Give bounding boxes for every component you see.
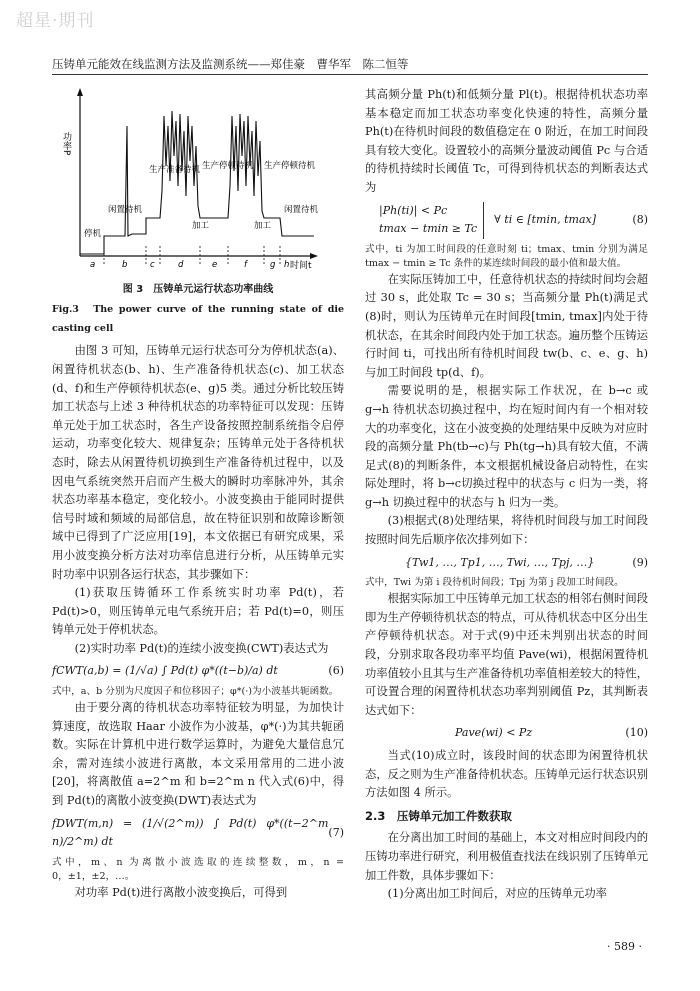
segment-h: h xyxy=(284,260,290,270)
equation-7-body: fDWT(m,n) = (1/√(2^m)) ∫ Pd(t) φ*((t−2^m n)/2^m) dt xyxy=(52,816,329,849)
note-6: 式中，a、b 分别为尺度因子和位移因子；φ*(·)为小波基共轭函数。 xyxy=(52,686,339,698)
figure-caption-cn: 图 3 压铸单元运行状态功率曲线 xyxy=(122,283,274,295)
figure-3 xyxy=(52,86,344,338)
state-label-c: 生产准备待机 xyxy=(149,165,201,175)
equation-7-number: (7) xyxy=(328,825,344,839)
equation-6 xyxy=(52,662,344,681)
watermark: 超星·期刊 xyxy=(16,11,95,31)
equation-10-number: (10) xyxy=(625,726,648,740)
equation-9-body: {Tw1, …, Tp1, …, Twi, …, Tpj, …} xyxy=(405,555,595,569)
segment-d: d xyxy=(178,260,184,270)
x-axis-arrow xyxy=(310,253,318,259)
left-column xyxy=(52,86,344,902)
state-label-a: 停机 xyxy=(84,229,102,239)
equation-9 xyxy=(365,554,648,573)
state-label-b: 闲置待机 xyxy=(108,205,143,215)
equation-9-number: (9) xyxy=(632,555,648,569)
left-paragraph-3: (2)实时功率 Pd(t)的连续小波变换(CWT)表达式为 xyxy=(74,641,329,655)
equation-6-body: fCWT(a,b) = (1/√a) ∫ Pd(t) φ*((t−b)/a) dt xyxy=(52,664,278,678)
right-column xyxy=(365,86,648,904)
figure-caption-en: Fig.3 The power curve of the running state of die casting cell xyxy=(52,304,344,334)
equation-8-number: (8) xyxy=(632,212,648,226)
equation-8 xyxy=(365,202,648,239)
equation-7 xyxy=(52,815,344,852)
y-axis-arrow xyxy=(77,88,83,96)
right-paragraph-5: 根据实际加工中压铸单元加工状态的相邻右侧时间段即为生产停顿待机状态的特点，可从待机状态中区分出生产停顿待机状态。对于式(9)中还未判别出状态的时间段，分别求取各段功率平均值 Pave(wi)，根据闲置待机功率值较小且其与生产准备待机功率值相差较大的特性，可设置合理的闲置待机状态功率判别阈值 Pz，其判断表达式如下： xyxy=(365,592,648,717)
equation-10-body: Pave(wi) < Pz xyxy=(455,726,533,740)
x-axis-label: 时间t xyxy=(290,261,312,271)
state-label-e: 生产停顿待机 xyxy=(202,161,254,171)
segment-e: e xyxy=(212,260,218,270)
segment-b: b xyxy=(122,260,128,270)
segment-a: a xyxy=(90,260,96,270)
power-curve-figure xyxy=(52,86,344,272)
segment-g: g xyxy=(270,260,276,270)
note-7: 式中，m、n 为离散小波选取的连续整数，m，n = 0，±1，±2，…。 xyxy=(52,856,344,882)
section-heading-2-3: 2.3 压铸单元加工件数获取 xyxy=(365,808,512,823)
right-paragraph-4: (3)根据式(8)处理结果，将待机时间段与加工时间段按照时间先后顺序依次排列如下： xyxy=(365,514,648,547)
note-8: 式中，ti 为加工时间段的任意时刻 ti；tmax、tmin 分别为满足 tmax − tmin ≥ Tc 条件的某连续时间段的最小值和最大值。 xyxy=(365,243,648,269)
left-paragraph-1: 由图 3 可知，压铸单元运行状态可分为停机状态(a)、闲置待机状态(b、h)、生产准备待机状态(c)、加工状态(d、f)和生产停顿待机状态(e、g)5 类。通过分析比较压铸加工状态与上述 3 种待机状态的功率特征可以发现：压铸单元处于加工状态时，各生产设备按照控制系统指令启停运动，功率变化较大、规律复杂；压铸单元处于各待机状态时，除去从闲置待机切换到生产准备待机过程中，以及因电气系统突然开启而产生极大的瞬时功率脉冲外，其余状态功率基本稳定，变化较小。小波变换由于能同时提供信号时域和频域的局部信息，故在特征识别和故障诊断领域中已得到了广泛应用[19]，本文依据已有研究成果，采用小波变换分析方法对功率信息进行分析，从压铸单元实时功率中识别各运行状态，其步骤如下： xyxy=(52,344,344,581)
left-paragraph-4: 由于要分离的待机状态功率特征较为明显，为加快计算速度，故选取 Haar 小波作为小波基，φ*(·)为其共轭函数。实际在计算机中进行数学运算时，为避免大量信息冗余，需对连续小波进行离散，本文采用常用的二进小波[20]，将离散值 a=2^m 和 b=2^m n 代入式(6)中，得到 Pd(t)的离散小波变换(DWT)表达式为 xyxy=(52,701,344,808)
power-curve xyxy=(80,111,314,254)
right-paragraph-6: 当式(10)成立时，该段时间的状态即为闲置待机状态，反之则为生产准备待机状态。压铸单元运行状态识别方法如图 4 所示。 xyxy=(365,749,648,800)
state-label-f: 加工 xyxy=(254,221,272,231)
left-paragraph-5: 对功率 Pd(t)进行离散小波变换后，可得到 xyxy=(74,885,288,899)
right-paragraph-2: 在实际压铸加工中，任意待机状态的持续时间均会超过 30 s，此处取 Tc = 30 s；当高频分量 Ph(t)满足式(8)时，则认为压铸单元在时间段[tmin, tmax]内处于待机状态，在其余时间段内处于加工状态。遍历整个压铸运行时间 ti，可找出所有待机时间段 tw(b、c、e、g、h)与加工时间段 tp(d、f)。 xyxy=(365,272,648,379)
equation-8-line-1: |Ph(ti)| < Pc xyxy=(379,203,448,217)
header-rule xyxy=(52,74,648,75)
right-paragraph-7: 在分离出加工时间的基础上，本文对相应时间段内的压铸功率进行研究，利用极值查找法在线识别了压铸单元加工件数，具体步骤如下： xyxy=(365,831,648,882)
note-9: 式中，Twi 为第 i 段待机时间段；Tpj 为第 j 段加工时间段。 xyxy=(365,577,624,589)
state-label-h: 闲置待机 xyxy=(284,205,319,215)
equation-8-line-2: tmax − tmin ≥ Tc xyxy=(379,222,478,236)
left-paragraph-2: (1)获取压铸循环工作系统实时功率 Pd(t)，若 Pd(t)>0，则压铸单元电气系统开启；若 Pd(t)=0，则压铸单元处于停机状态。 xyxy=(52,586,344,637)
equation-10 xyxy=(365,724,648,743)
segment-f: f xyxy=(244,260,247,270)
right-paragraph-3: 需要说明的是，根据实际工作状况，在 b→c 或 g→h 待机状态切换过程中，均在短时间内有一个相对较大的功率变化，这在小波变换的处理结果中反映为对应时段的高频分量 Ph(tb→c)与 Ph(tg→h)具有较大值，不满足式(8)的判断条件，本文根据机械设备启动特性，在实际处理时，将 b→c切换过程中的状态与 c 归为一类，将 g→h 切换过程中的状态与 h 归为一类。 xyxy=(365,384,648,509)
equation-8-condition: ∀ ti ∈ [tmin, tmax] xyxy=(494,212,596,226)
page-number: · 589 · xyxy=(607,940,642,953)
state-label-g: 生产停顿待机 xyxy=(264,161,316,171)
right-paragraph-8: (1)分离出加工时间后，对应的压铸单元功率 xyxy=(387,887,607,901)
right-paragraph-1: 其高频分量 Ph(t)和低频分量 Pl(t)。根据待机状态功率基本稳定而加工状态功率变化快速的特性，高频分量 Ph(t)在待机时间段的数值稳定在 0 附近，在加工时间段具有较大变化。设置较小的高频分量波动阈值 Pc 与合适的待机持续时长阈值 Tc，可得到待机状态的判断表达式为 xyxy=(365,88,648,194)
y-axis-label: 功率P xyxy=(61,132,71,156)
running-head: 压铸单元能效在线监测方法及监测系统——郑佳豪 曹华军 陈二恒等 xyxy=(52,57,409,71)
state-label-d: 加工 xyxy=(192,221,210,231)
equation-6-number: (6) xyxy=(328,664,344,678)
segment-c: c xyxy=(150,260,155,270)
